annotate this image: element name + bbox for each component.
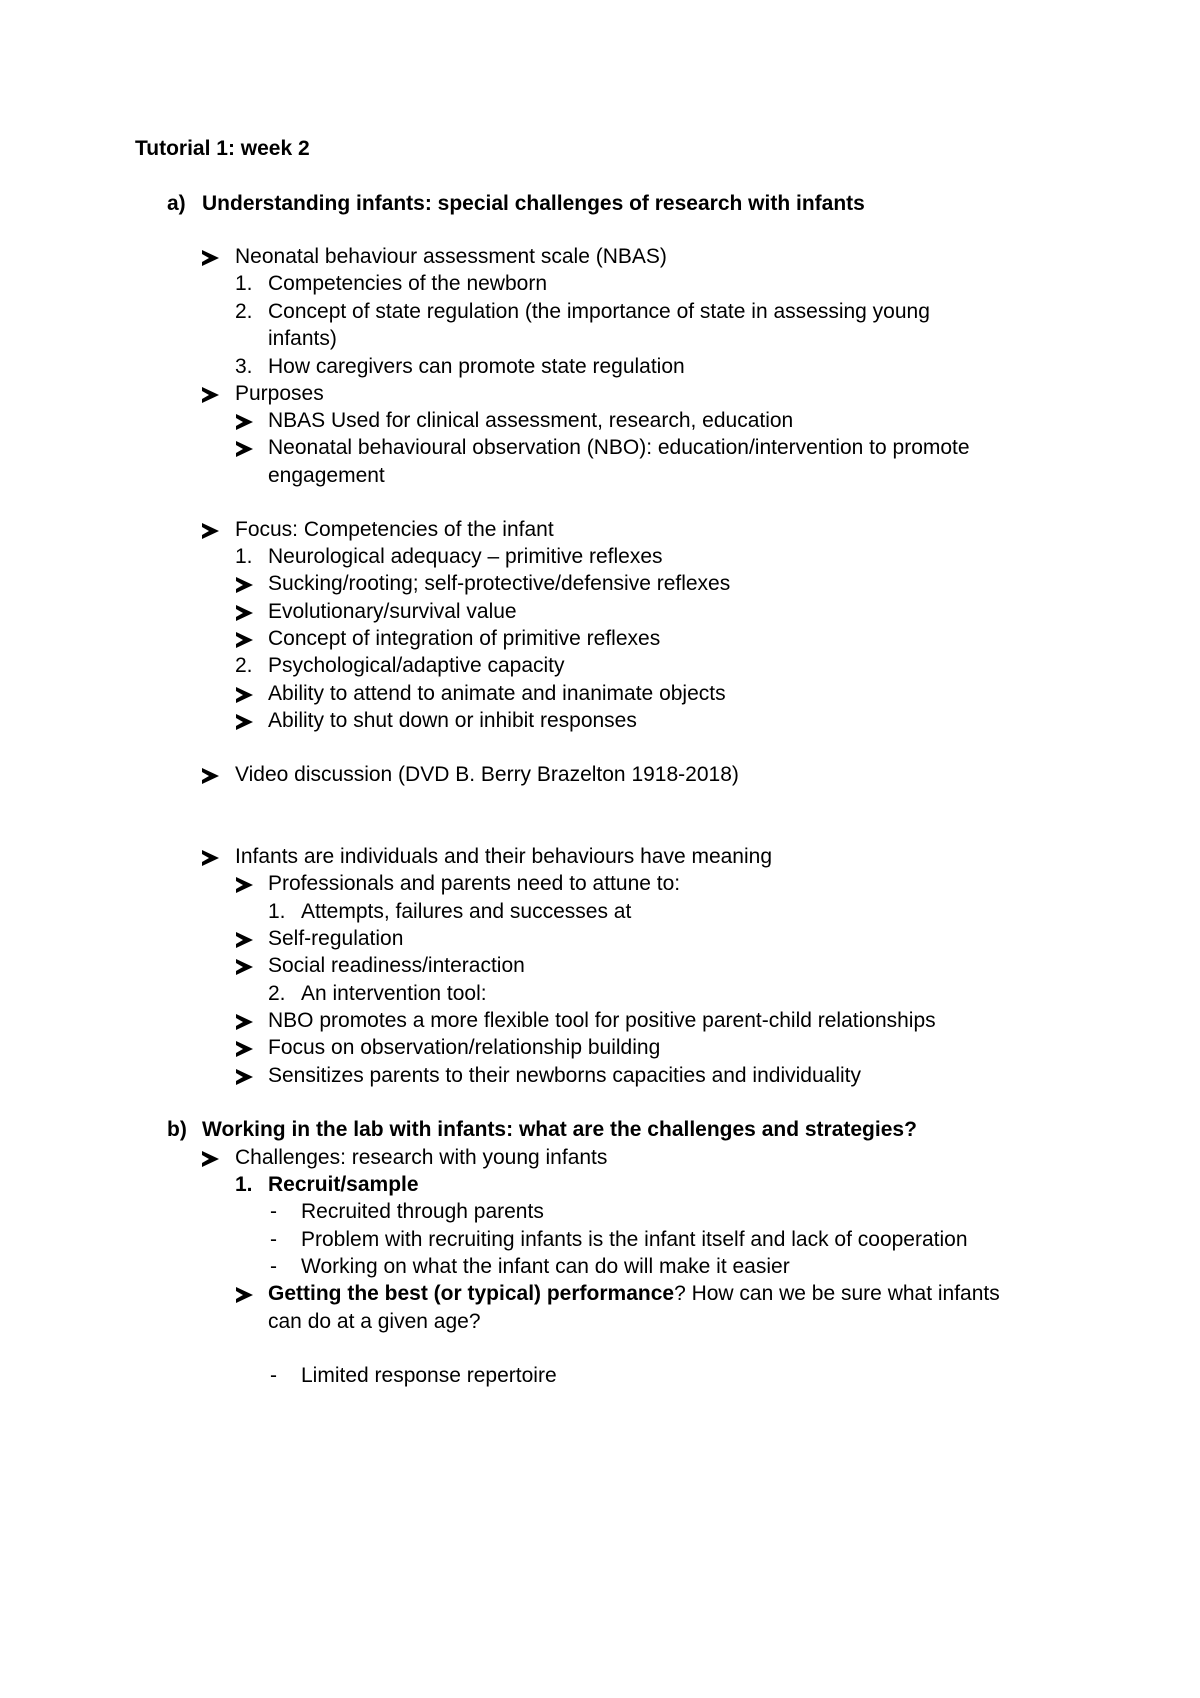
list-item: Neurological adequacy – primitive reflexes	[268, 545, 663, 568]
list-number: 2.	[235, 300, 253, 323]
list-item-continuation: can do at a given age?	[268, 1310, 481, 1333]
list-item-continuation: engagement	[268, 464, 385, 487]
arrow-bullet-icon	[236, 577, 253, 593]
arrow-bullet-icon	[236, 687, 253, 703]
arrow-bullet-icon	[236, 605, 253, 621]
list-item: Problem with recruiting infants is the infant itself and lack of cooperation	[301, 1228, 968, 1251]
arrow-bullet-icon	[236, 1041, 253, 1057]
arrow-bullet-icon	[236, 1287, 253, 1303]
arrow-bullet-icon	[236, 414, 253, 430]
dash-bullet: -	[270, 1255, 277, 1278]
list-item: Neonatal behavioural observation (NBO): education/intervention to promote	[268, 436, 970, 459]
arrow-bullet-icon	[236, 632, 253, 648]
list-item: Evolutionary/survival value	[268, 600, 517, 623]
list-item: Focus on observation/relationship building	[268, 1036, 661, 1059]
list-item: Self-regulation	[268, 927, 404, 950]
list-item: Sensitizes parents to their newborns capacities and individuality	[268, 1064, 861, 1087]
list-item: Concept of integration of primitive reflexes	[268, 627, 661, 650]
section-b-marker: b)	[167, 1118, 187, 1141]
dash-bullet: -	[270, 1200, 277, 1223]
list-number: 1.	[235, 272, 253, 295]
nbas-title: Neonatal behaviour assessment scale (NBAS)	[235, 245, 667, 268]
list-item: Professionals and parents need to attune to:	[268, 872, 681, 895]
performance-bold: Getting the best (or typical) performance	[268, 1282, 675, 1305]
list-item: Attempts, failures and successes at	[301, 900, 632, 923]
arrow-bullet-icon	[236, 441, 253, 457]
document-title: Tutorial 1: week 2	[135, 137, 310, 160]
purposes-title: Purposes	[235, 382, 324, 405]
list-item: Sucking/rooting; self-protective/defensive reflexes	[268, 572, 731, 595]
list-number: 2.	[268, 982, 286, 1005]
list-number: 1.	[235, 545, 253, 568]
arrow-bullet-icon	[236, 959, 253, 975]
challenges-title: Challenges: research with young infants	[235, 1146, 608, 1169]
performance-rest: ? How can we be sure what infants	[674, 1282, 1000, 1305]
list-item: NBO promotes a more flexible tool for positive parent-child relationships	[268, 1009, 936, 1032]
arrow-bullet-icon	[236, 877, 253, 893]
list-item: How caregivers can promote state regulation	[268, 355, 685, 378]
arrow-bullet-icon	[236, 714, 253, 730]
dash-bullet: -	[270, 1228, 277, 1251]
list-number: 1.	[268, 900, 286, 923]
focus-title: Focus: Competencies of the infant	[235, 518, 554, 541]
list-item: An intervention tool:	[301, 982, 487, 1005]
list-item: Working on what the infant can do will make it easier	[301, 1255, 790, 1278]
recruit-heading: Recruit/sample	[268, 1173, 419, 1196]
list-item: Competencies of the newborn	[268, 272, 547, 295]
list-number: 2.	[235, 654, 253, 677]
arrow-bullet-icon	[202, 850, 219, 866]
list-item: Ability to shut down or inhibit responses	[268, 709, 637, 732]
list-item: Limited response repertoire	[301, 1364, 557, 1387]
list-item-continuation: infants)	[268, 327, 337, 350]
list-number: 3.	[235, 355, 253, 378]
arrow-bullet-icon	[202, 1151, 219, 1167]
arrow-bullet-icon	[202, 523, 219, 539]
list-item: Psychological/adaptive capacity	[268, 654, 565, 677]
section-b-heading: Working in the lab with infants: what are the challenges and strategies?	[202, 1118, 917, 1141]
arrow-bullet-icon	[236, 932, 253, 948]
arrow-bullet-icon	[202, 250, 219, 266]
arrow-bullet-icon	[202, 387, 219, 403]
arrow-bullet-icon	[202, 768, 219, 784]
arrow-bullet-icon	[236, 1069, 253, 1085]
list-item: Ability to attend to animate and inanimate objects	[268, 682, 726, 705]
list-item: Recruited through parents	[301, 1200, 544, 1223]
performance-line	[268, 1281, 1000, 1307]
list-item: Social readiness/interaction	[268, 954, 525, 977]
list-number: 1.	[235, 1173, 253, 1196]
list-item: Concept of state regulation (the importance of state in assessing young	[268, 300, 930, 323]
video-discussion: Video discussion (DVD B. Berry Brazelton 1918-2018)	[235, 763, 739, 786]
dash-bullet: -	[270, 1364, 277, 1387]
individuals-title: Infants are individuals and their behaviours have meaning	[235, 845, 773, 868]
list-item: NBAS Used for clinical assessment, research, education	[268, 409, 794, 432]
section-a-heading: Understanding infants: special challenges of research with infants	[202, 192, 865, 215]
section-a-marker: a)	[167, 192, 186, 215]
arrow-bullet-icon	[236, 1014, 253, 1030]
